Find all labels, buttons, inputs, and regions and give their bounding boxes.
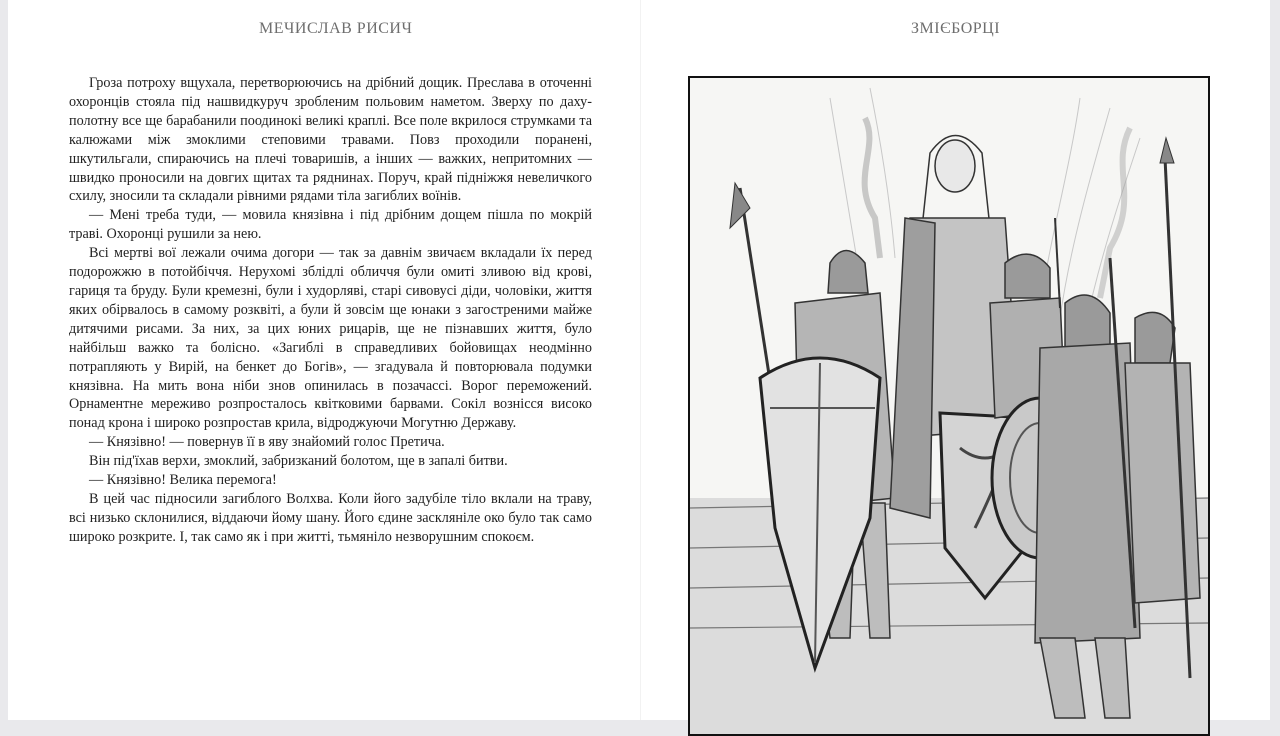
paragraph: Гроза потроху вщухала, перетворюючись на дрібний дощик. Преслава в оточенні охоронців стояла під нашвидкуруч зробленим польовим наметом. Зверху по даху-полотну все ще барабанили поодинокі великі краплі. Все поле вкрилося струмками та калюжами між змоклими степовими травами. Повз проходили поранені, шкутильгали, спираючись на плечі товаришів, а інших — важких, непритомних — швидко проносили на довгих щитах та ряднинах. Поруч, край підніжжя невеличкого схилу, зносили та складали рівними рядами тіла загиблих воїнів. bbox=[69, 75, 592, 205]
paragraph: — Князівно! — повернув її в яву знайомий голос Претича. bbox=[89, 434, 445, 451]
paragraph: Він під'їхав верхи, змоклий, забризканий болотом, ще в запалі битви. bbox=[89, 453, 508, 470]
paragraph: — Мені треба туди, — мовила князівна і під дрібним дощем пішла по мокрій траві. Охоронці рушили за нею. bbox=[69, 207, 592, 243]
paragraph: — Князівно! Велика перемога! bbox=[89, 472, 277, 489]
book-spread bbox=[8, 0, 1270, 720]
body-text bbox=[69, 74, 592, 547]
running-head-author: МЕЧИСЛАВ РИСИЧ bbox=[259, 20, 413, 37]
paragraph: В цей час підносили загиблого Волхва. Коли його задубіле тіло вклали на траву, всі низько склонилися, віддаючи йому шану. Його єдине заскляніле око було так само широко розкрите. І, так само як і при житті, тьмяніло незворушним спокоєм. bbox=[69, 490, 592, 545]
paragraph: Всі мертві вої лежали очима догори — так за давнім звичаєм вкладали їх перед подорожжю в потойбіччя. Нерухомі зблідлі обличчя були омиті зливою від крові, гариця та бруду. Були кремезні, були і худорляві, старі сивовусі діди, чоловіки, життя яких обірвалось в самому розквіті, а були й зовсім ще юнаки з загостреними майже дитячими рисами. За них, за цих юних рицарів, ще не пізнавших життя, було найбільш важко та болісно. «Загиблі в справедливих бойовищах неодмінно потрапляють у Вирій, на бенкет до Богів», — згадувала й повторювала подумки князівна. На мить вона ніби знов опинилась в позачассі. Ворог переможений. Орнаментне мереживо розпросталось квітковими барвами. Сокіл вознісся високо понад крона і широко розпростав крила, відроджуючи Могутню Державу. bbox=[69, 245, 592, 432]
running-head-title: ЗМІЄБОРЦІ bbox=[911, 20, 1001, 37]
pencil-illustration bbox=[688, 76, 1210, 736]
page-gutter bbox=[640, 0, 641, 720]
warriors-sketch bbox=[690, 78, 1208, 734]
